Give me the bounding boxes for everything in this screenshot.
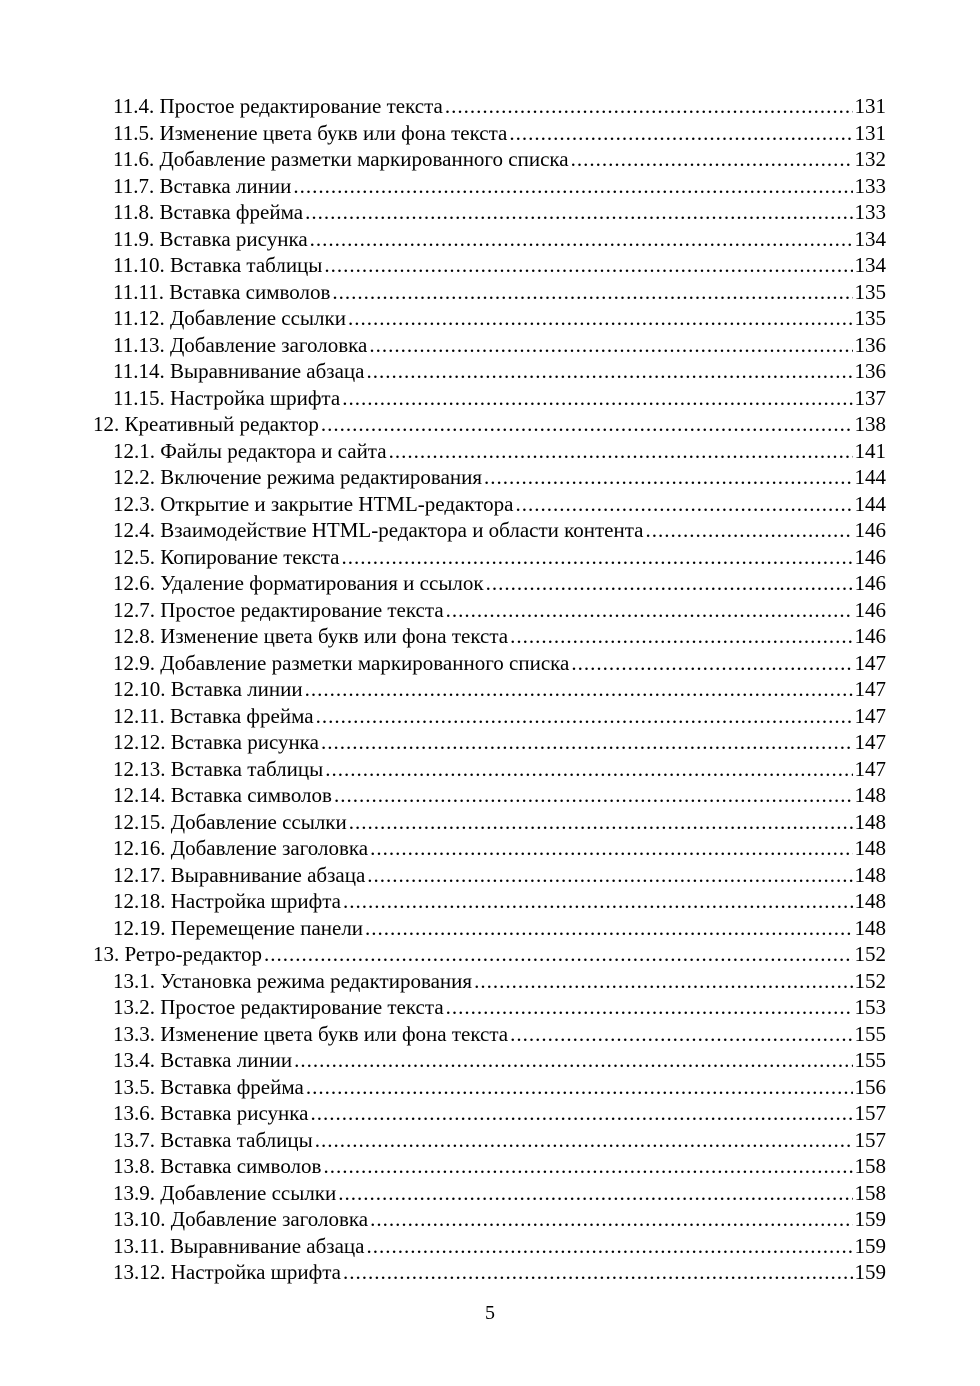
toc-entry [113,491,886,518]
toc-entry-page: 135 [854,306,886,330]
toc-dot-leader [315,1127,853,1154]
toc-entry-page: 153 [854,995,886,1019]
toc-dot-leader [332,279,852,306]
toc-entry [113,93,886,120]
toc-entry [113,438,886,465]
toc-entry-title: 13.12. Настройка шрифта [113,1260,341,1284]
toc-dot-leader [510,1021,852,1048]
toc-entry-page: 157 [854,1127,886,1152]
toc-entry-title: 12.17. Выравнивание абзаца [113,862,366,887]
toc-entry-title: 13.10. Добавление заголовка [113,1207,369,1231]
toc-entry [113,756,886,783]
toc-entry-title: 11.6. Добавление разметки маркированного списка [113,147,569,171]
toc-entry [113,597,886,624]
toc-entry-title: 11.8. Вставка фрейма [113,200,304,224]
toc-entry-page: 147 [854,756,886,781]
toc-dot-leader [369,332,852,359]
toc-entry-title: 12.1. Файлы редактора и сайта [113,438,387,463]
toc-entry [113,279,886,306]
toc-entry-page: 137 [854,385,886,410]
toc-entry [113,544,886,571]
toc-entry-page: 159 [854,1233,886,1258]
toc-entry [113,464,886,491]
toc-entry-title: 13.2. Простое редактирование текста [113,995,444,1019]
toc-entry-title: 11.5. Изменение цвета букв или фона текста [113,120,508,145]
toc-entry-page: 146 [854,624,886,648]
toc-entry-title: 12.6. Удаление форматирования и ссылок [113,571,484,595]
toc-entry [113,146,886,173]
toc-entry [113,385,886,412]
toc-dot-leader [646,517,853,544]
toc-entry-page: 159 [854,1207,886,1231]
toc-entry-title: 12.8. Изменение цвета букв или фона текста [113,624,509,648]
toc-entry-title: 13.8. Вставка символов [113,1154,322,1178]
toc-entry-page: 155 [854,1021,886,1046]
toc-entry [113,650,886,677]
toc-dot-leader [515,491,852,518]
toc-entry [113,888,886,915]
toc-dot-leader [474,968,852,995]
toc-entry [113,1100,886,1127]
toc-entry-title: 12.11. Вставка фрейма [113,703,314,728]
toc-dot-leader [484,464,852,491]
toc-entry-title: 11.14. Выравнивание абзаца [113,359,365,383]
toc-dot-leader [305,199,852,226]
toc-entry-page: 147 [854,730,886,754]
toc-entry-page: 148 [854,783,886,807]
toc-entry-page: 148 [854,809,886,834]
toc-entry-page: 159 [854,1260,886,1284]
toc-entry-page: 147 [854,650,886,675]
toc-entry-title: 13.1. Установка режима редактирования [113,968,473,993]
toc-entry [113,120,886,147]
toc-entry [113,1021,886,1048]
toc-entry-title: 12.15. Добавление ссылки [113,809,347,834]
toc-entry [113,729,886,756]
toc-dot-leader [321,411,853,438]
toc-dot-leader [446,597,853,624]
toc-dot-leader [367,862,852,889]
toc-entry-page: 146 [854,597,886,622]
toc-entry-title: 13. Ретро-редактор [93,942,263,966]
toc-entry [113,570,886,597]
toc-entry [113,1127,886,1154]
toc-entry-title: 13.6. Вставка рисунка [113,1101,309,1125]
toc-entry [113,968,886,995]
toc-entry [93,411,886,438]
toc-entry-title: 13.5. Вставка фрейма [113,1074,304,1099]
toc-entry-page: 131 [854,120,886,145]
toc-entry-page: 144 [854,465,886,489]
toc-entry [113,782,886,809]
toc-entry-title: 12.7. Простое редактирование текста [113,597,444,622]
toc-entry [113,332,886,359]
toc-entry-title: 12.13. Вставка таблицы [113,756,324,781]
toc-dot-leader [348,305,853,332]
toc-entry-title: 12.12. Вставка рисунка [113,730,319,754]
toc-dot-leader [324,252,852,279]
toc-entry-page: 133 [854,200,886,224]
toc-entry-title: 11.11. Вставка символов [113,279,331,304]
toc-entry-page: 152 [854,968,886,993]
toc-entry-title: 13.4. Вставка линии [113,1048,293,1072]
toc-dot-leader [445,93,853,120]
toc-entry [113,1180,886,1207]
toc-entry [113,1153,886,1180]
toc-dot-leader [343,1259,853,1286]
toc-entry-page: 144 [854,491,886,516]
toc-entry [113,1047,886,1074]
toc-entry-page: 157 [854,1101,886,1125]
toc-entry-page: 134 [854,226,886,251]
toc-entry-page: 148 [854,836,886,860]
toc-entry [113,915,886,942]
toc-dot-leader [342,385,852,412]
toc-dot-leader [509,120,852,147]
toc-entry-title: 12.9. Добавление разметки маркированного списка [113,650,570,675]
toc-entry-title: 12.3. Открытие и закрытие HTML-редактора [113,491,514,516]
toc-entry [113,199,886,226]
toc-entry-page: 135 [854,279,886,304]
toc-entry-title: 11.9. Вставка рисунка [113,226,308,251]
toc-dot-leader [343,888,853,915]
toc-entry-page: 131 [854,94,886,118]
toc-entry-page: 158 [854,1180,886,1205]
toc-entry-title: 13.7. Вставка таблицы [113,1127,313,1152]
toc-entry-title: 11.7. Вставка линии [113,173,292,198]
toc-dot-leader [571,146,853,173]
toc-entry-page: 155 [854,1048,886,1072]
toc-entry [113,623,886,650]
toc-entry-page: 146 [854,544,886,569]
toc-dot-leader [486,570,853,597]
toc-entry-title: 13.11. Выравнивание абзаца [113,1233,365,1258]
toc-entry-title: 12.16. Добавление заголовка [113,836,369,860]
toc-dot-leader [310,1100,852,1127]
toc-entry-page: 138 [854,412,886,436]
toc-dot-leader [293,173,852,200]
toc-entry-page: 148 [854,915,886,940]
toc-entry-title: 11.10. Вставка таблицы [113,253,323,277]
toc-entry-page: 136 [854,332,886,357]
toc-dot-leader [316,703,853,730]
toc-entry-title: 11.4. Простое редактирование текста [113,94,443,118]
toc-dot-leader [571,650,852,677]
toc-entry-title: 12.19. Перемещение панели [113,915,364,940]
toc-entry-page: 156 [854,1074,886,1099]
toc-entry-title: 11.13. Добавление заголовка [113,332,368,357]
toc-entry-page: 148 [854,889,886,913]
toc-entry-title: 13.9. Добавление ссылки [113,1180,337,1205]
toc-entry [113,1074,886,1101]
toc-entry-page: 148 [854,862,886,887]
toc-dot-leader [510,623,852,650]
toc-dot-leader [305,676,853,703]
toc-entry [113,305,886,332]
toc-entry [93,941,886,968]
toc-entry-title: 12. Креативный редактор [93,412,319,436]
toc-entry-page: 136 [854,359,886,383]
toc-entry-page: 132 [854,147,886,171]
toc-entry [113,358,886,385]
toc-dot-leader [367,1233,853,1260]
table-of-contents [0,93,980,1286]
toc-entry [113,252,886,279]
toc-entry-title: 11.12. Добавление ссылки [113,306,346,330]
toc-dot-leader [349,809,853,836]
toc-entry [113,1206,886,1233]
toc-entry-page: 141 [854,438,886,463]
toc-entry [113,226,886,253]
toc-entry-page: 147 [854,677,886,701]
toc-dot-leader [446,994,853,1021]
toc-entry-title: 13.3. Изменение цвета букв или фона текста [113,1021,509,1046]
toc-dot-leader [341,544,852,571]
toc-dot-leader [323,1153,852,1180]
toc-dot-leader [306,1074,853,1101]
toc-dot-leader [334,782,853,809]
toc-dot-leader [321,729,853,756]
toc-dot-leader [370,835,852,862]
toc-entry-page: 158 [854,1154,886,1178]
page-number: 5 [485,1302,495,1324]
toc-dot-leader [294,1047,852,1074]
toc-entry-page: 152 [854,942,886,966]
toc-entry [113,1233,886,1260]
toc-dot-leader [367,358,853,385]
toc-entry [113,994,886,1021]
toc-entry-page: 147 [854,703,886,728]
toc-dot-leader [365,915,852,942]
toc-entry-page: 134 [854,253,886,277]
toc-entry-page: 146 [854,571,886,595]
toc-entry [113,862,886,889]
toc-entry-title: 12.2. Включение режима редактирования [113,465,483,489]
toc-dot-leader [310,226,853,253]
toc-entry-page: 133 [854,173,886,198]
toc-entry-title: 12.5. Копирование текста [113,544,340,569]
toc-entry-page: 146 [854,518,886,542]
toc-entry [113,676,886,703]
toc-dot-leader [338,1180,852,1207]
toc-entry-title: 12.10. Вставка линии [113,677,303,701]
toc-dot-leader [325,756,852,783]
toc-entry [113,835,886,862]
toc-entry-title: 12.4. Взаимодействие HTML-редактора и области контента [113,518,644,542]
toc-entry [113,809,886,836]
toc-entry [113,1259,886,1286]
toc-entry [113,173,886,200]
toc-dot-leader [264,941,852,968]
toc-entry [113,703,886,730]
toc-entry-title: 12.18. Настройка шрифта [113,889,341,913]
toc-dot-leader [389,438,853,465]
toc-entry [113,517,886,544]
toc-entry-title: 11.15. Настройка шрифта [113,385,341,410]
toc-entry-title: 12.14. Вставка символов [113,783,332,807]
toc-dot-leader [370,1206,852,1233]
